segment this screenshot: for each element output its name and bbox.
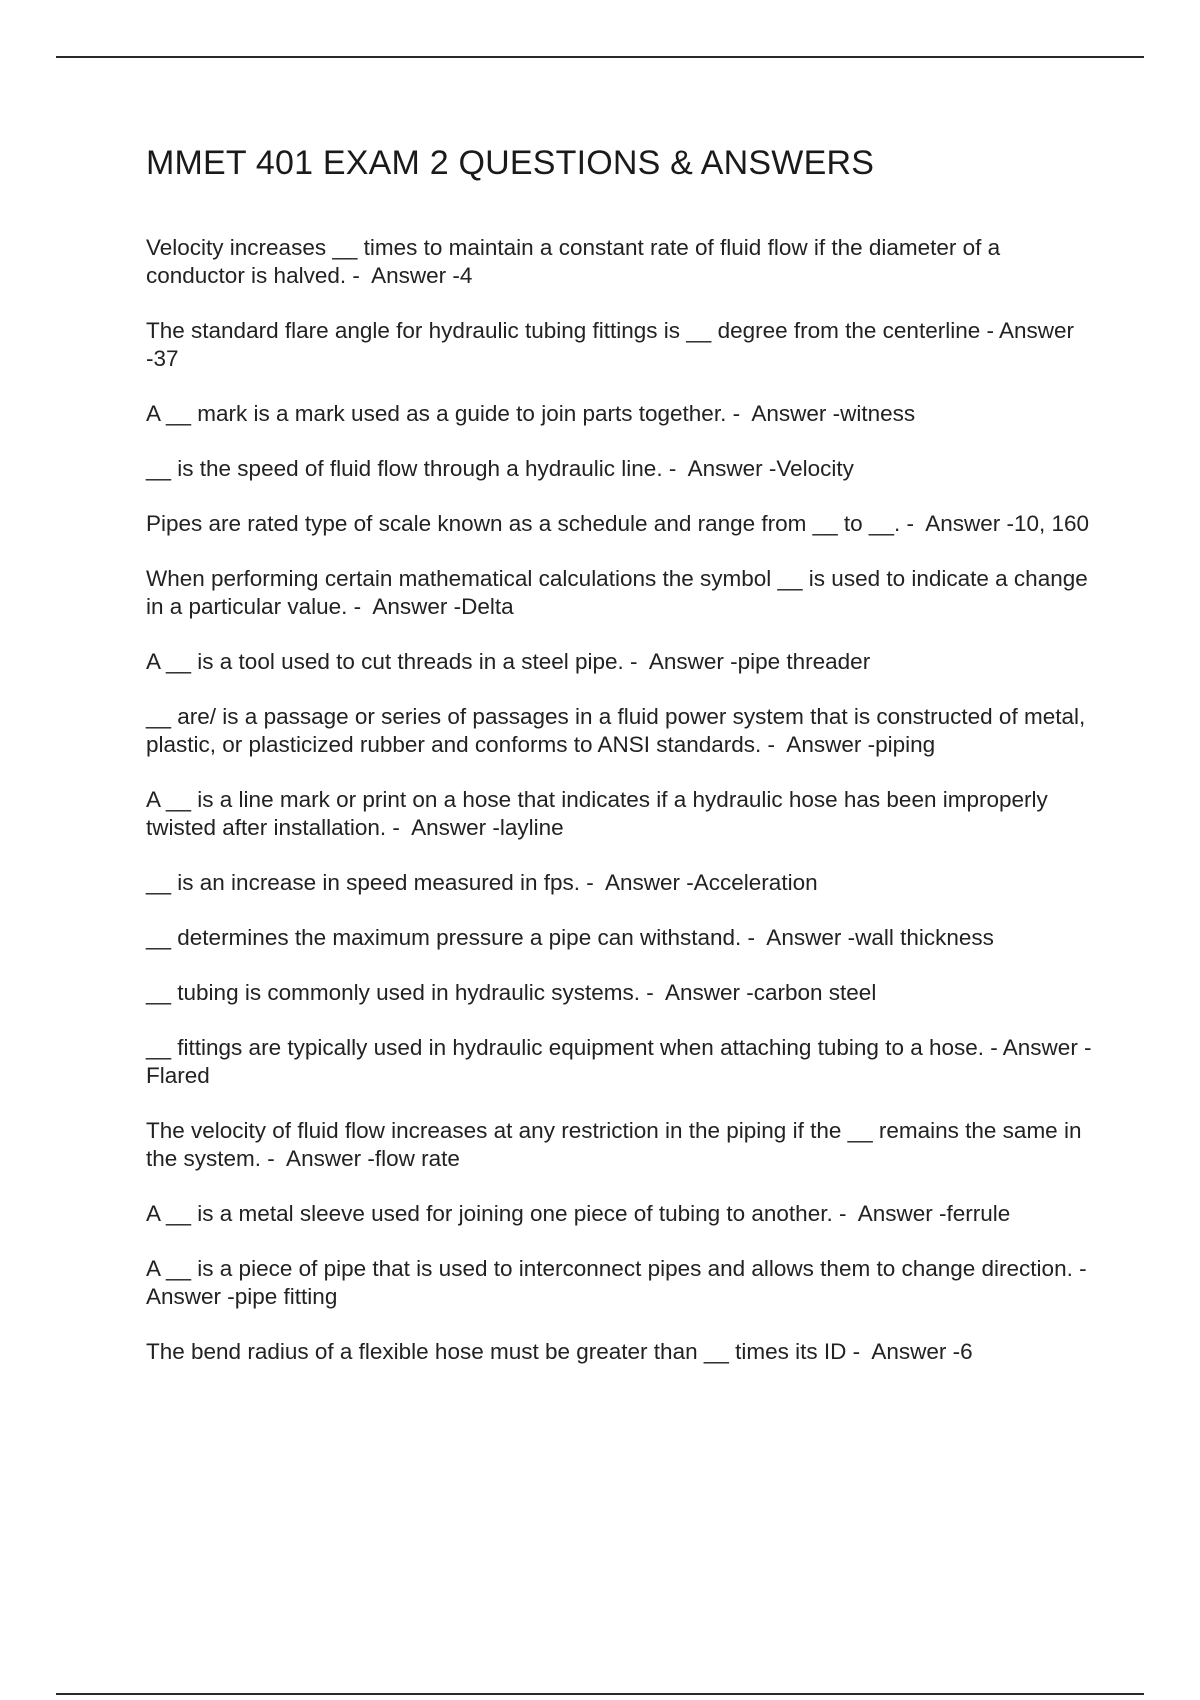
question-text: A __ is a line mark or print on a hose that indicates if a hydraulic hose has been improperly twisted after installation. - (146, 787, 1055, 840)
qa-item (146, 400, 1096, 428)
question-text: __ tubing is commonly used in hydraulic systems. - (146, 980, 660, 1005)
qa-item (146, 1117, 1096, 1173)
answer-text: Answer -piping (781, 732, 936, 757)
qa-item (146, 234, 1096, 290)
answer-text: Answer -4 (366, 263, 473, 288)
question-text: When performing certain mathematical calculations the symbol __ is used to indicate a change in a particular value. - (146, 566, 1095, 619)
question-text: __ is the speed of fluid flow through a hydraulic line. - (146, 456, 683, 481)
header-rule (56, 56, 1144, 58)
qa-item (146, 1200, 1096, 1228)
qa-item (146, 786, 1096, 842)
answer-text: Answer -Velocity (682, 456, 854, 481)
answer-text: Answer -Delta (367, 594, 514, 619)
qa-item (146, 1255, 1096, 1311)
qa-item (146, 317, 1096, 373)
question-text: __ determines the maximum pressure a pipe can withstand. - (146, 925, 762, 950)
answer-text: Answer -Acceleration (600, 870, 818, 895)
answer-text: Answer -6 (866, 1339, 973, 1364)
qa-item (146, 648, 1096, 676)
document-body (146, 140, 1096, 1393)
qa-item (146, 565, 1096, 621)
question-text: A __ is a piece of pipe that is used to interconnect pipes and allows them to change direction. - (146, 1256, 1093, 1281)
qa-list (146, 234, 1096, 1366)
page-title: MMET 401 EXAM 2 QUESTIONS & ANSWERS (146, 144, 875, 182)
qa-item (146, 924, 1096, 952)
answer-text: Answer -ferrule (852, 1201, 1011, 1226)
answer-text: Answer -pipe threader (643, 649, 871, 674)
answer-text: Answer -10, 160 (920, 511, 1090, 536)
question-text: The standard flare angle for hydraulic tubing fittings is __ degree from the centerline - (146, 318, 999, 343)
qa-item (146, 703, 1096, 759)
qa-item (146, 1338, 1096, 1366)
qa-item (146, 455, 1096, 483)
qa-item (146, 1034, 1096, 1090)
answer-text: Answer -37 (146, 318, 1081, 371)
answer-text: Answer -witness (746, 401, 916, 426)
question-text: A __ is a metal sleeve used for joining one piece of tubing to another. - (146, 1201, 853, 1226)
question-text: Velocity increases __ times to maintain a constant rate of fluid flow if the diameter of a conductor is halved. - (146, 235, 1007, 288)
answer-text: Answer -Flared (146, 1035, 1092, 1088)
question-text: Pipes are rated type of scale known as a schedule and range from __ to __. - (146, 511, 921, 536)
qa-item (146, 510, 1096, 538)
question-text: __ are/ is a passage or series of passages in a fluid power system that is constructed of metal, plastic, or plasticized rubber and conforms to ANSI standards. - (146, 704, 1092, 757)
question-text: The velocity of fluid flow increases at any restriction in the piping if the __ remains the same in the system. - (146, 1118, 1088, 1171)
answer-text: Answer -layline (406, 815, 564, 840)
footer-rule (56, 1693, 1144, 1695)
answer-text: Answer -flow rate (281, 1146, 460, 1171)
qa-item (146, 979, 1096, 1007)
question-text: A __ mark is a mark used as a guide to join parts together. - (146, 401, 747, 426)
answer-text: Answer -wall thickness (761, 925, 994, 950)
question-text: The bend radius of a flexible hose must be greater than __ times its ID - (146, 1339, 867, 1364)
answer-text: Answer -pipe fitting (146, 1256, 1098, 1309)
answer-text: Answer -carbon steel (659, 980, 877, 1005)
question-text: __ is an increase in speed measured in fps. - (146, 870, 600, 895)
question-text: __ fittings are typically used in hydraulic equipment when attaching tubing to a hose. - (146, 1035, 1003, 1060)
question-text: A __ is a tool used to cut threads in a steel pipe. - (146, 649, 644, 674)
qa-item (146, 869, 1096, 897)
